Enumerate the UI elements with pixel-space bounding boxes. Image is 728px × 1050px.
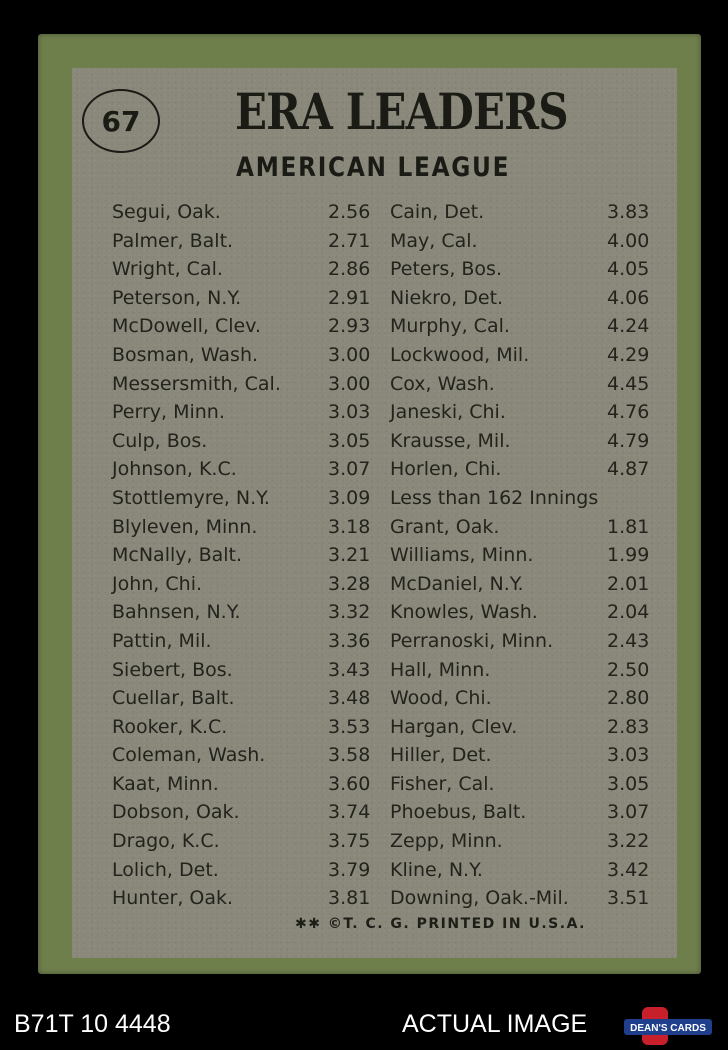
listing-sku: B71T 10 4448 bbox=[14, 1010, 171, 1038]
actual-image-label: ACTUAL IMAGE bbox=[402, 1010, 588, 1038]
pitcher-name: Siebert, Bos. bbox=[112, 658, 233, 681]
era-value: 3.22 bbox=[607, 830, 650, 853]
pitcher-name: Drago, K.C. bbox=[112, 830, 220, 853]
pitcher-name: Hargan, Clev. bbox=[390, 715, 518, 738]
era-value: 1.99 bbox=[607, 544, 650, 567]
era-value: 3.83 bbox=[607, 201, 650, 223]
stat-row bbox=[112, 255, 372, 284]
stat-row bbox=[112, 827, 372, 856]
pitcher-name: Fisher, Cal. bbox=[390, 772, 495, 795]
era-value: 3.51 bbox=[607, 887, 650, 910]
card-number: 67 bbox=[101, 104, 141, 138]
pitcher-name: Zepp, Minn. bbox=[390, 830, 503, 853]
stat-row bbox=[390, 427, 660, 456]
pitcher-name: Niekro, Det. bbox=[390, 286, 504, 309]
stat-row bbox=[112, 455, 372, 484]
era-value: 4.76 bbox=[607, 401, 650, 424]
pitcher-name: Phoebus, Balt. bbox=[390, 801, 527, 824]
stat-row bbox=[112, 770, 372, 799]
era-value: 1.81 bbox=[607, 515, 650, 538]
stat-row bbox=[390, 684, 660, 713]
pitcher-name: Bahnsen, N.Y. bbox=[112, 601, 241, 624]
stat-row bbox=[112, 427, 372, 456]
era-value: 2.91 bbox=[328, 286, 371, 309]
stat-row bbox=[390, 513, 660, 542]
stat-row bbox=[112, 312, 372, 341]
pitcher-name: Bosman, Wash. bbox=[112, 343, 259, 366]
stat-row bbox=[390, 398, 660, 427]
era-value: 3.75 bbox=[328, 830, 371, 853]
pitcher-name: May, Cal. bbox=[390, 229, 478, 252]
era-value: 3.05 bbox=[607, 772, 650, 795]
era-value: 2.83 bbox=[607, 715, 650, 738]
stat-row bbox=[390, 541, 660, 570]
era-value: 4.79 bbox=[607, 429, 650, 452]
stat-row bbox=[390, 713, 660, 742]
right-stats-column bbox=[390, 198, 660, 913]
pitcher-name: Knowles, Wash. bbox=[390, 601, 538, 624]
stat-row bbox=[112, 398, 372, 427]
pitcher-name: Janeski, Chi. bbox=[390, 401, 506, 424]
era-value: 4.05 bbox=[607, 258, 650, 281]
stat-row bbox=[112, 484, 372, 513]
deans-cards-logo bbox=[622, 1005, 714, 1047]
pitcher-name: Horlen, Chi. bbox=[390, 458, 502, 481]
era-value: 3.21 bbox=[328, 544, 371, 567]
era-value: 3.48 bbox=[328, 687, 371, 710]
stat-row bbox=[112, 656, 372, 685]
stat-row bbox=[112, 198, 372, 227]
pitcher-name: Coleman, Wash. bbox=[112, 744, 266, 767]
stat-row bbox=[112, 884, 372, 913]
copyright-footer: ✱✱ ©T. C. G. PRINTED IN U.S.A. bbox=[295, 916, 586, 932]
era-value: 3.74 bbox=[328, 801, 371, 824]
era-value: 2.50 bbox=[607, 658, 650, 681]
era-value: 3.03 bbox=[607, 744, 650, 767]
pitcher-name: Cuellar, Balt. bbox=[112, 687, 235, 710]
era-value: 3.60 bbox=[328, 772, 371, 795]
innings-note-row bbox=[390, 484, 660, 513]
pitcher-name: Palmer, Balt. bbox=[112, 229, 234, 252]
era-value: 4.45 bbox=[607, 372, 650, 395]
era-value: 3.79 bbox=[328, 858, 371, 881]
pitcher-name: Blyleven, Minn. bbox=[112, 515, 258, 538]
era-value: 2.01 bbox=[607, 572, 650, 595]
era-value: 2.56 bbox=[328, 201, 371, 223]
era-value: 4.24 bbox=[607, 315, 650, 338]
stat-row bbox=[112, 798, 372, 827]
era-value: 3.18 bbox=[328, 515, 371, 538]
left-stats-column bbox=[112, 198, 372, 913]
pitcher-name: Downing, Oak.-Mil. bbox=[390, 887, 569, 910]
stat-row bbox=[390, 770, 660, 799]
stat-row bbox=[390, 856, 660, 885]
stat-row bbox=[390, 227, 660, 256]
stat-row bbox=[112, 370, 372, 399]
pitcher-name: Krausse, Mil. bbox=[390, 429, 511, 452]
era-value: 3.05 bbox=[328, 429, 371, 452]
pitcher-name: Dobson, Oak. bbox=[112, 801, 240, 824]
pitcher-name: Messersmith, Cal. bbox=[112, 372, 281, 395]
pitcher-name: Pattin, Mil. bbox=[112, 629, 212, 652]
stat-row bbox=[390, 656, 660, 685]
stat-row bbox=[112, 284, 372, 313]
pitcher-name: Cain, Det. bbox=[390, 201, 485, 223]
era-value: 4.06 bbox=[607, 286, 650, 309]
era-value: 3.00 bbox=[328, 372, 371, 395]
pitcher-name: Wood, Chi. bbox=[390, 687, 492, 710]
stat-row bbox=[112, 570, 372, 599]
era-value: 3.03 bbox=[328, 401, 371, 424]
pitcher-name: Cox, Wash. bbox=[390, 372, 495, 395]
stat-row bbox=[390, 312, 660, 341]
pitcher-name: Hunter, Oak. bbox=[112, 887, 234, 910]
pitcher-name: Kaat, Minn. bbox=[112, 772, 219, 795]
innings-note: Less than 162 Innings bbox=[390, 486, 599, 509]
era-value: 3.09 bbox=[328, 486, 371, 509]
stat-row bbox=[390, 884, 660, 913]
era-value: 3.32 bbox=[328, 601, 371, 624]
stat-row bbox=[390, 598, 660, 627]
stat-row bbox=[390, 741, 660, 770]
era-value: 4.00 bbox=[607, 229, 650, 252]
pitcher-name: Culp, Bos. bbox=[112, 429, 208, 452]
era-value: 3.43 bbox=[328, 658, 371, 681]
pitcher-name: McDaniel, N.Y. bbox=[390, 572, 524, 595]
stat-row bbox=[112, 684, 372, 713]
stat-row bbox=[112, 598, 372, 627]
pitcher-name: Peters, Bos. bbox=[390, 258, 502, 281]
card-subtitle: AMERICAN LEAGUE bbox=[236, 152, 511, 183]
era-value: 3.36 bbox=[328, 629, 371, 652]
stat-row bbox=[112, 856, 372, 885]
pitcher-name: Lolich, Det. bbox=[112, 858, 219, 881]
pitcher-name: Peterson, N.Y. bbox=[112, 286, 242, 309]
era-value: 2.86 bbox=[328, 258, 371, 281]
stat-row bbox=[112, 513, 372, 542]
pitcher-name: Perranoski, Minn. bbox=[390, 629, 554, 652]
stat-row bbox=[112, 341, 372, 370]
era-value: 2.04 bbox=[607, 601, 650, 624]
era-value: 3.07 bbox=[607, 801, 650, 824]
pitcher-name: Johnson, K.C. bbox=[112, 458, 237, 481]
stat-row bbox=[390, 798, 660, 827]
card-number-badge bbox=[82, 89, 160, 153]
era-value: 3.42 bbox=[607, 858, 650, 881]
stat-row bbox=[390, 570, 660, 599]
stat-row bbox=[390, 198, 660, 227]
era-value: 3.07 bbox=[328, 458, 371, 481]
pitcher-name: Lockwood, Mil. bbox=[390, 343, 530, 366]
stat-row bbox=[390, 627, 660, 656]
card-title: ERA LEADERS bbox=[235, 82, 568, 141]
stat-row bbox=[390, 455, 660, 484]
stat-row bbox=[112, 627, 372, 656]
stat-row bbox=[390, 827, 660, 856]
era-value: 2.71 bbox=[328, 229, 371, 252]
pitcher-name: Williams, Minn. bbox=[390, 544, 534, 567]
era-value: 2.43 bbox=[607, 629, 650, 652]
era-value: 3.00 bbox=[328, 343, 371, 366]
era-value: 4.29 bbox=[607, 343, 650, 366]
pitcher-name: Hiller, Det. bbox=[390, 744, 492, 767]
era-value: 4.87 bbox=[607, 458, 650, 481]
pitcher-name: Kline, N.Y. bbox=[390, 858, 483, 881]
pitcher-name: Wright, Cal. bbox=[112, 258, 223, 281]
stat-row bbox=[112, 227, 372, 256]
pitcher-name: McNally, Balt. bbox=[112, 544, 243, 567]
pitcher-name: Grant, Oak. bbox=[390, 515, 500, 538]
stat-row bbox=[112, 741, 372, 770]
era-value: 3.53 bbox=[328, 715, 371, 738]
stat-row bbox=[390, 284, 660, 313]
stat-row bbox=[390, 370, 660, 399]
pitcher-name: Perry, Minn. bbox=[112, 401, 225, 424]
stat-row bbox=[390, 255, 660, 284]
stat-row bbox=[390, 341, 660, 370]
pitcher-name: McDowell, Clev. bbox=[112, 315, 262, 338]
stat-row bbox=[112, 541, 372, 570]
pitcher-name: John, Chi. bbox=[112, 572, 203, 595]
era-value: 3.28 bbox=[328, 572, 371, 595]
era-value: 2.80 bbox=[607, 687, 650, 710]
era-value: 2.93 bbox=[328, 315, 371, 338]
pitcher-name: Murphy, Cal. bbox=[390, 315, 510, 338]
pitcher-name: Stottlemyre, N.Y. bbox=[112, 486, 270, 509]
logo-text: DEAN'S CARDS bbox=[630, 1023, 706, 1034]
stat-row bbox=[112, 713, 372, 742]
era-value: 3.81 bbox=[328, 887, 371, 910]
pitcher-name: Hall, Minn. bbox=[390, 658, 491, 681]
era-value: 3.58 bbox=[328, 744, 371, 767]
pitcher-name: Segui, Oak. bbox=[112, 201, 221, 223]
pitcher-name: Rooker, K.C. bbox=[112, 715, 228, 738]
